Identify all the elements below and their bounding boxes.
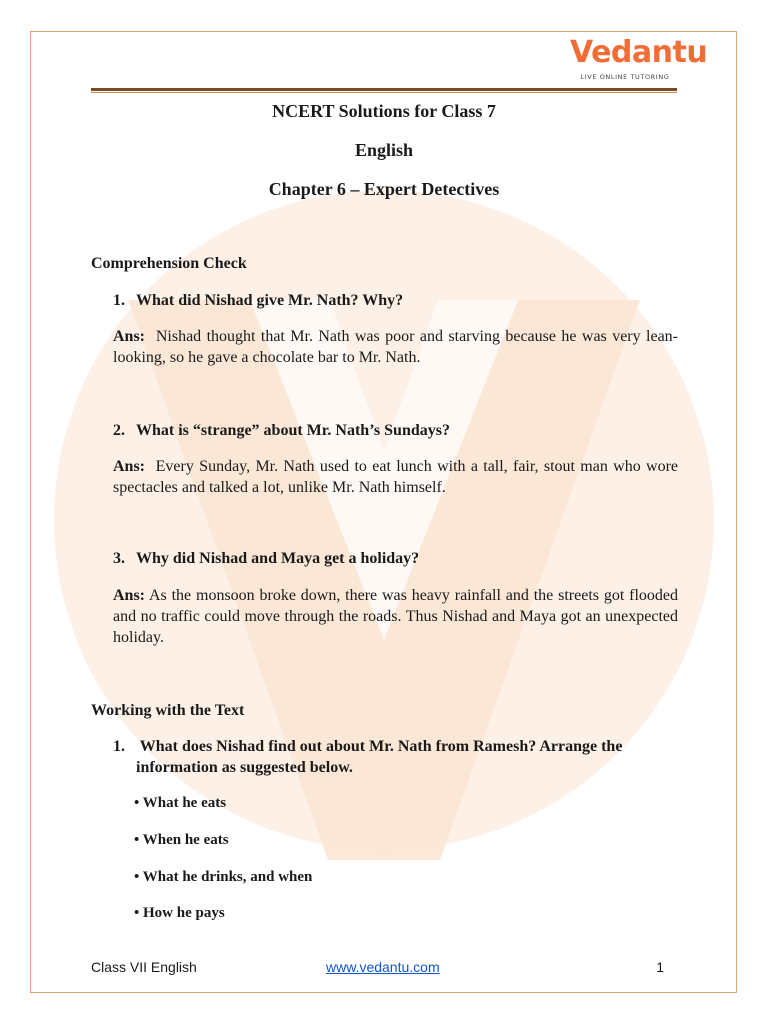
question-1 bbox=[113, 290, 403, 311]
section-heading-working: Working with the Text bbox=[91, 702, 245, 719]
doc-title: NCERT Solutions for Class 7 bbox=[272, 101, 496, 121]
header-rule bbox=[91, 88, 677, 91]
answer-text: As the monsoon broke down, there was heavy rainfall and the streets got flooded and no traffic could move through the roads. Thus Nishad and Maya got an unexpected holiday. bbox=[113, 587, 678, 646]
answer-1 bbox=[113, 326, 678, 368]
logo-tagline: LIVE ONLINE TUTORING bbox=[580, 73, 670, 81]
question-number: 2. bbox=[113, 422, 125, 439]
footer-page-number: 1 bbox=[656, 959, 664, 975]
footer-class-label: Class VII English bbox=[91, 959, 197, 975]
bullet-item: • How he pays bbox=[134, 905, 225, 921]
answer-label: Ans: bbox=[113, 328, 146, 345]
logo-wordmark: Vedantu bbox=[570, 35, 708, 70]
question-3 bbox=[113, 548, 419, 569]
doc-subject: English bbox=[354, 140, 414, 160]
question-2 bbox=[113, 420, 450, 441]
doc-chapter: Chapter 6 – Expert Detectives bbox=[268, 179, 500, 199]
bullet-item: • What he drinks, and when bbox=[134, 869, 313, 885]
question-number: 3. bbox=[113, 550, 125, 567]
question-text: What did Nishad give Mr. Nath? Why? bbox=[136, 292, 404, 309]
answer-2 bbox=[113, 456, 678, 498]
question-number: 1. bbox=[113, 292, 125, 309]
header-rule-thin bbox=[91, 92, 677, 93]
answer-label: Ans: bbox=[113, 458, 146, 475]
vedantu-logo bbox=[570, 35, 708, 84]
question-text-line1: What does Nishad find out about Mr. Nath from Ramesh? Arrange the bbox=[139, 738, 623, 755]
answer-3 bbox=[113, 585, 678, 648]
bullet-item: • What he eats bbox=[134, 795, 227, 811]
answer-text: Every Sunday, Mr. Nath used to eat lunch with a tall, fair, stout man who wore spectacles and talked a lot, unlike Mr. Nath himself. bbox=[113, 458, 679, 496]
bullet-item: • When he eats bbox=[134, 832, 229, 848]
question-text: What is “strange” about Mr. Nath’s Sundays? bbox=[136, 422, 450, 439]
question-number: 1. bbox=[113, 738, 125, 755]
working-question-1 bbox=[113, 736, 693, 778]
section-heading-comprehension: Comprehension Check bbox=[91, 255, 247, 272]
answer-text: Nishad thought that Mr. Nath was poor and starving because he was very lean-looking, so he gave a chocolate bar to Mr. Nath. bbox=[113, 328, 679, 366]
answer-label: Ans: bbox=[113, 587, 146, 604]
question-text-line2: information as suggested below. bbox=[136, 759, 353, 776]
question-text: Why did Nishad and Maya get a holiday? bbox=[136, 550, 420, 567]
footer-website-link[interactable]: www.vedantu.com bbox=[326, 959, 440, 975]
